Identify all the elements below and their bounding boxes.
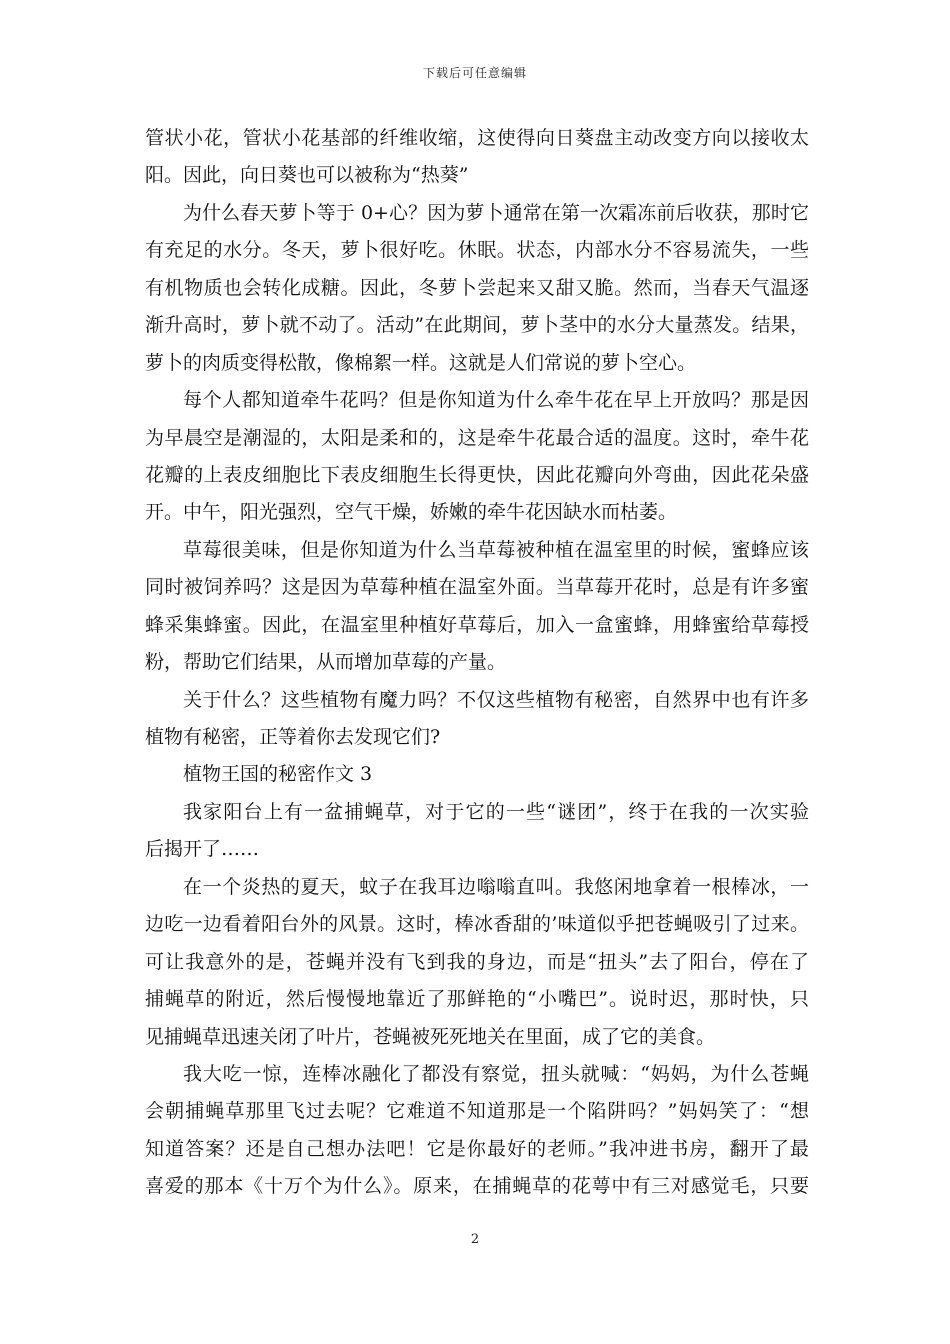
text-line: 为早晨空是潮湿的，太阳是柔和的，这是牵牛花最合适的温度。这时，牵牛花 — [145, 426, 809, 449]
text-line: 有充足的水分。冬天，萝卜很好吃。休眠。状态，内部水分不容易流失，一些 — [145, 239, 809, 262]
section-heading: 植物王国的秘密作文 3 — [183, 763, 373, 786]
text-line: 在一个炎热的夏天，蚊子在我耳边嗡嗡直叫。我悠闲地拿着一根棒冰，一 — [183, 875, 809, 898]
text-line: 可让我意外的是，苍蝇并没有飞到我的身边，而是“扭头”去了阳台，停在了 — [145, 950, 809, 973]
page-number: 2 — [470, 1232, 480, 1247]
text-line: 有机物质也会转化成糖。因此，冬萝卜尝起来又甜又脆。然而，当春天气温逐 — [145, 276, 809, 299]
text-line: 为什么春天萝卜等于 0+心？因为萝卜通常在第一次霜冻前后收获，那时它 — [183, 201, 809, 224]
text-line: 捕蝇草的附近，然后慢慢地靠近了那鲜艳的“小嘴巴”。说时迟，那时快，只 — [145, 988, 809, 1011]
text-line: 草莓很美味，但是你知道为什么当草莓被种植在温室里的时候，蜜蜂应该 — [183, 538, 809, 561]
text-line: 我大吃一惊，连棒冰融化了都没有察觉，扭头就喊：“妈妈，为什么苍蝇 — [183, 1062, 809, 1085]
text-line: 见捕蝇草迅速关闭了叶片，苍蝇被死死地关在里面，成了它的美食。 — [145, 1025, 716, 1048]
body-text — [145, 120, 809, 1206]
text-line: 我家阳台上有一盆捕蝇草，对于它的一些“谜团”，终于在我的一次实验 — [183, 800, 809, 823]
text-line: 同时被饲养吗？这是因为草莓种植在温室外面。当草莓开花时，总是有许多蜜 — [145, 576, 809, 599]
text-line: 后揭开了…… — [145, 838, 260, 861]
text-line: 每个人都知道牵牛花吗？但是你知道为什么牵牛花在早上开放吗？那是因 — [183, 389, 809, 412]
text-line: 知道答案？还是自己想办法吧！它是你最好的老师。”我冲进书房，翻开了最 — [145, 1137, 809, 1160]
text-line: 萝卜的肉质变得松散，像棉絮一样。这就是人们常说的萝卜空心。 — [145, 351, 697, 374]
text-line: 花瓣的上表皮细胞比下表皮细胞生长得更快，因此花瓣向外弯曲，因此花朵盛 — [145, 463, 809, 486]
text-line: 关于什么？这些植物有魔力吗？不仅这些植物有秘密，自然界中也有许多 — [183, 688, 809, 711]
text-line: 管状小花，管状小花基部的纤维收缩，这使得向日葵盘主动改变方向以接收太 — [145, 127, 809, 149]
text-line: 蜂采集蜂蜜。因此，在温室里种植好草莓后，加入一盒蜜蜂，用蜂蜜给草莓授 — [145, 613, 809, 636]
page-header: 下载后可任意编辑 — [422, 66, 527, 80]
text-line: 阳。因此，向日葵也可以被称为“热葵” — [145, 164, 469, 187]
text-line: 开。中午，阳光强烈，空气干燥，娇嫩的牵牛花因缺水而枯萎。 — [145, 501, 678, 524]
text-line: 渐升高时，萝卜就不动了。活动”在此期间，萝卜茎中的水分大量蒸发。结果， — [145, 314, 809, 337]
text-line: 植物有秘密，正等着你去发现它们? — [145, 726, 441, 748]
text-line: 粉，帮助它们结果，从而增加草莓的产量。 — [145, 651, 507, 674]
text-line: 会朝捕蝇草那里飞过去呢？它难道不知道那是一个陷阱吗？”妈妈笑了：“想 — [145, 1100, 809, 1123]
text-line: 边吃一边看着阳台外的风景。这时，棒冰香甜的’味道似乎把苍蝇吸引了过来。 — [145, 913, 809, 936]
text-line: 喜爱的那本《十万个为什么》。原来，在捕蝇草的花萼中有三对感觉毛，只要 — [145, 1175, 809, 1198]
